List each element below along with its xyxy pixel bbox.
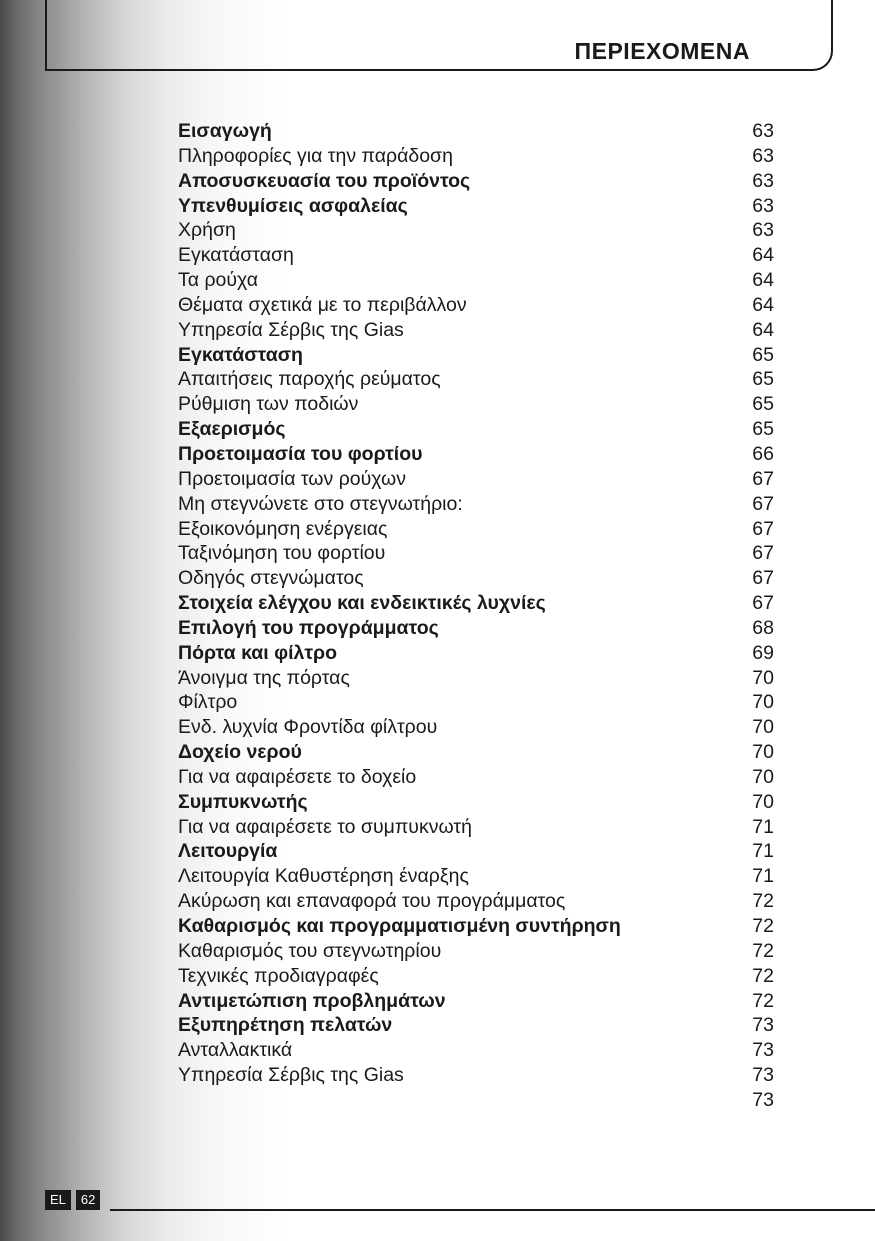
toc-entry[interactable] <box>178 864 778 889</box>
toc-entry[interactable] <box>178 1088 778 1113</box>
toc-entry-label: Συμπυκνωτής <box>178 790 308 813</box>
toc-entry[interactable] <box>178 119 778 144</box>
toc-entry[interactable] <box>178 690 778 715</box>
toc-entry-label: Χρήση <box>178 219 236 242</box>
toc-entry-page: 64 <box>752 244 774 267</box>
toc-entry[interactable] <box>178 790 778 815</box>
toc-entry-label: Υπηρεσία Σέρβις της Gias <box>178 318 404 341</box>
footer <box>45 1190 105 1210</box>
toc-entry-page: 72 <box>752 939 774 962</box>
toc-entry-page: 72 <box>752 890 774 913</box>
toc-entry-page: 64 <box>752 293 774 316</box>
toc-entry[interactable] <box>178 417 778 442</box>
toc-entry-page: 63 <box>752 120 774 142</box>
toc-entry[interactable] <box>178 591 778 616</box>
toc-entry-page: 73 <box>752 1064 774 1087</box>
toc-entry-label: Επιλογή του προγράμματος <box>178 616 439 639</box>
toc-entry[interactable] <box>178 194 778 219</box>
toc-entry-label: Πληροφορίες για την παράδοση <box>178 144 453 167</box>
toc-entry-page: 65 <box>752 393 774 416</box>
toc-entry[interactable] <box>178 641 778 666</box>
toc-entry-label: Λειτουργία <box>178 840 278 863</box>
toc-entry-page: 72 <box>752 915 774 937</box>
toc-entry-label: Προετοιμασία του φορτίου <box>178 442 423 465</box>
toc-entry-page: 71 <box>752 865 774 888</box>
toc-entry-label: Δοχείο νερού <box>178 741 302 764</box>
toc-entry-label: Εισαγωγή <box>178 120 272 142</box>
toc-entry-page: 66 <box>752 442 774 465</box>
toc-entry-label: Καθαρισμός του στεγνωτηρίου <box>178 939 442 962</box>
toc-entry[interactable] <box>178 989 778 1014</box>
toc-entry-page: 63 <box>752 219 774 242</box>
footer-divider <box>110 1209 875 1211</box>
toc-entry[interactable] <box>178 964 778 989</box>
toc-entry-page: 67 <box>752 517 774 540</box>
toc-entry-label: Στοιχεία ελέγχου και ενδεικτικές λυχνίες <box>178 592 546 615</box>
toc-entry-label: Τα ρούχα <box>178 269 259 292</box>
toc-entry-label: Υπενθυμίσεις ασφαλείας <box>178 194 408 217</box>
toc-entry-label: Οδηγός στεγνώματος <box>178 567 364 590</box>
toc-entry[interactable] <box>178 1013 778 1038</box>
toc-entry-label: Θέματα σχετικά με το περιβάλλον <box>178 293 467 316</box>
toc-entry[interactable] <box>178 939 778 964</box>
toc-entry-label: Λειτουργία Καθυστέρηση έναρξης <box>178 865 469 888</box>
toc-entry-page: 67 <box>752 542 774 565</box>
toc-entry[interactable] <box>178 914 778 939</box>
toc-entry-label: Ρύθμιση των ποδιών <box>178 393 359 416</box>
toc-entry[interactable] <box>178 541 778 566</box>
toc-entry-page: 65 <box>752 343 774 366</box>
toc-entry-label: Ακύρωση και επαναφορά του προγράμματος <box>178 890 566 913</box>
toc-entry-label: Υπηρεσία Σέρβις της Gias <box>178 1064 404 1087</box>
toc-entry-page: 69 <box>752 641 774 664</box>
toc-entry-label: Καθαρισμός και προγραμματισμένη συντήρηση <box>178 915 621 937</box>
toc-entry-label: Προετοιμασία των ρούχων <box>178 467 406 490</box>
toc-entry-page: 65 <box>752 368 774 391</box>
toc-entry-page: 70 <box>752 741 774 764</box>
toc-entry[interactable] <box>178 467 778 492</box>
toc-entry-page: 67 <box>752 592 774 615</box>
toc-entry-label: Εγκατάσταση <box>178 244 294 267</box>
toc-entry-page: 64 <box>752 318 774 341</box>
toc-entry[interactable] <box>178 616 778 641</box>
toc-entry-label: Τεχνικές προδιαγραφές <box>178 964 379 987</box>
toc-entry-label: Ανταλλακτικά <box>178 1039 293 1062</box>
language-badge: EL <box>45 1190 71 1210</box>
toc-entry[interactable] <box>178 566 778 591</box>
toc-entry-page: 73 <box>752 1039 774 1062</box>
toc-entry[interactable] <box>178 144 778 169</box>
toc-entry[interactable] <box>178 392 778 417</box>
toc-entry-page: 70 <box>752 716 774 739</box>
toc-entry-page: 72 <box>752 964 774 987</box>
toc-entry-page: 72 <box>752 989 774 1012</box>
toc-entry[interactable] <box>178 1038 778 1063</box>
toc-entry-label: Πόρτα και φίλτρο <box>178 641 338 664</box>
toc-entry-label: Για να αφαιρέσετε το δοχείο <box>178 765 417 788</box>
toc-entry-page: 70 <box>752 790 774 813</box>
page-title: ΠΕΡΙΕΧΟΜΕΝΑ <box>574 38 750 64</box>
toc-entry-page: 70 <box>752 691 774 714</box>
toc-entry[interactable] <box>178 492 778 517</box>
table-of-contents <box>178 119 778 1113</box>
toc-entry-page: 70 <box>752 666 774 689</box>
toc-entry[interactable] <box>178 715 778 740</box>
toc-entry-page: 67 <box>752 567 774 590</box>
toc-entry[interactable] <box>178 517 778 542</box>
toc-entry-page: 67 <box>752 492 774 515</box>
toc-entry-label: Ταξινόμηση του φορτίου <box>178 542 386 565</box>
toc-entry-page: 73 <box>752 1088 774 1111</box>
toc-entry[interactable] <box>178 666 778 691</box>
toc-entry-label: Ενδ. λυχνία Φροντίδα φίλτρου <box>178 716 438 739</box>
toc-entry[interactable] <box>178 889 778 914</box>
toc-entry-page: 65 <box>752 418 774 441</box>
toc-entry-page: 67 <box>752 467 774 490</box>
toc-entry-label: Φίλτρο <box>178 691 238 714</box>
toc-entry[interactable] <box>178 343 778 368</box>
toc-entry[interactable] <box>178 367 778 392</box>
toc-entry[interactable] <box>178 815 778 840</box>
toc-entry-label: Εξυπηρέτηση πελατών <box>178 1014 393 1037</box>
toc-entry[interactable] <box>178 169 778 194</box>
toc-entry-label: Εγκατάσταση <box>178 343 303 366</box>
toc-entry-page: 71 <box>752 840 774 863</box>
toc-entry-label: Άνοιγμα της πόρτας <box>178 666 350 689</box>
toc-entry[interactable] <box>178 218 778 243</box>
toc-entry[interactable] <box>178 839 778 864</box>
toc-entry[interactable] <box>178 268 778 293</box>
toc-entry-label: Αντιμετώπιση προβλημάτων <box>178 989 446 1012</box>
toc-entry-label: Εξοικονόμηση ενέργειας <box>178 517 388 540</box>
toc-entry[interactable] <box>178 1063 778 1088</box>
toc-entry-label: Μη στεγνώνετε στο στεγνωτήριο: <box>178 492 463 515</box>
toc-entry-page: 63 <box>752 144 774 167</box>
toc-entry-page: 70 <box>752 765 774 788</box>
toc-entry[interactable] <box>178 318 778 343</box>
toc-entry-page: 64 <box>752 269 774 292</box>
toc-entry-label: Αποσυσκευασία του προϊόντος <box>178 169 471 192</box>
toc-entry-page: 63 <box>752 194 774 217</box>
toc-entry[interactable] <box>178 243 778 268</box>
toc-entry-page: 71 <box>752 815 774 838</box>
toc-entry-page: 63 <box>752 169 774 192</box>
toc-entry-page: 73 <box>752 1014 774 1037</box>
toc-entry[interactable] <box>178 740 778 765</box>
toc-entry[interactable] <box>178 293 778 318</box>
toc-entry[interactable] <box>178 442 778 467</box>
page-number-badge: 62 <box>76 1190 100 1210</box>
toc-entry-label: Εξαερισμός <box>178 418 286 441</box>
toc-entry[interactable] <box>178 765 778 790</box>
toc-entry-label: Απαιτήσεις παροχής ρεύματος <box>178 368 441 391</box>
toc-entry-page: 68 <box>752 616 774 639</box>
toc-entry-label: Για να αφαιρέσετε το συμπυκνωτή <box>178 815 472 838</box>
